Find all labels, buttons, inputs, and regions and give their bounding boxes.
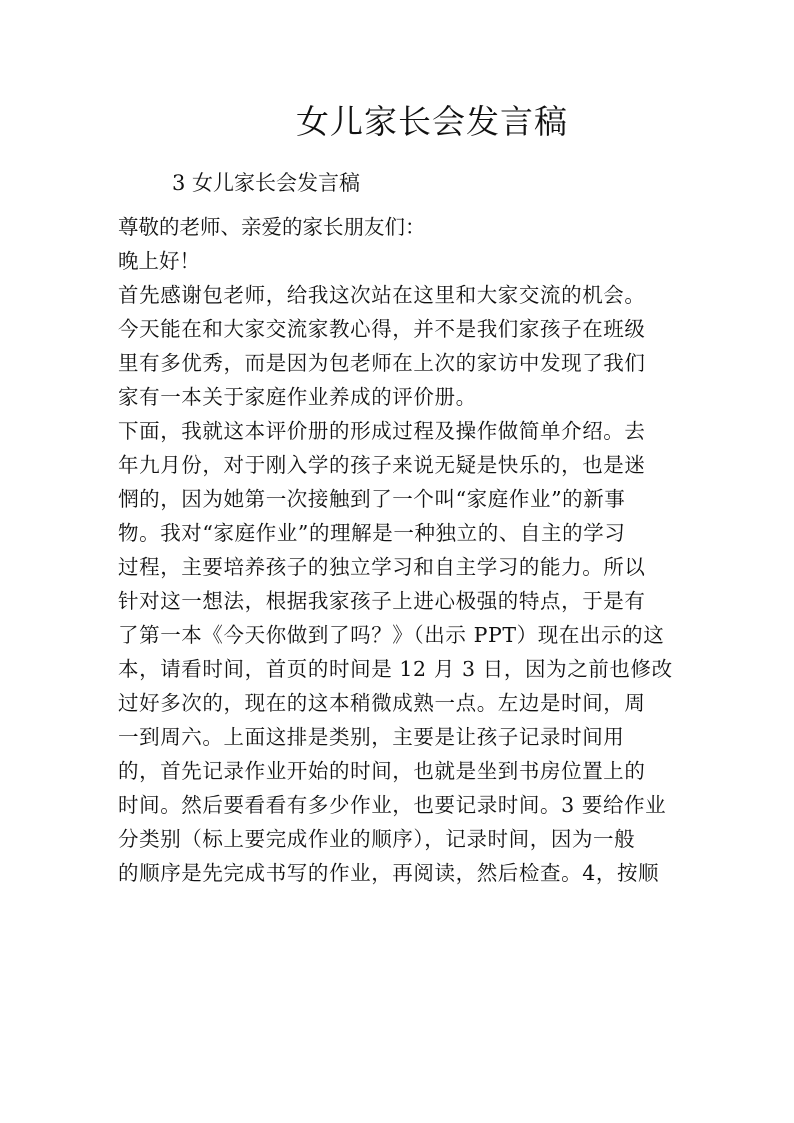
paragraph-line: 时间。然后要看看有多少作业，也要记录时间。3 要给作业 xyxy=(118,793,667,817)
paragraph-line: 的顺序是先完成书写的作业，再阅读，然后检查。4，按顺 xyxy=(118,861,660,885)
document-subtitle: 3 女儿家长会发言稿 xyxy=(172,171,361,195)
paragraph-line: 本，请看时间，首页的时间是 12 月 3 日，因为之前也修改 xyxy=(118,657,673,681)
paragraph-line: 首先感谢包老师，给我这次站在这里和大家交流的机会。 xyxy=(118,283,646,307)
paragraph-line: 针对这一想法，根据我家孩子上进心极强的特点，于是有 xyxy=(118,589,646,613)
paragraph-line: 了第一本《今天你做到了吗？》（出示 PPT）现在出示的这 xyxy=(118,623,665,647)
paragraph-line: 分类别（标上要完成作业的顺序），记录时间，因为一般 xyxy=(118,827,636,851)
paragraph-line: 过好多次的，现在的这本稍微成熟一点。左边是时间，周 xyxy=(118,691,646,715)
paragraph-line: 下面，我就这本评价册的形成过程及操作做简单介绍。去 xyxy=(118,419,646,443)
paragraph-line: 的，首先记录作业开始的时间，也就是坐到书房位置上的 xyxy=(118,759,646,783)
paragraph-line: 过程，主要培养孩子的独立学习和自主学习的能力。所以 xyxy=(118,555,646,579)
paragraph-line: 家有一本关于家庭作业养成的评价册。 xyxy=(118,385,477,409)
paragraph-2 xyxy=(118,414,673,890)
paragraph-1 xyxy=(118,278,658,414)
paragraph-line: 物。我对“家庭作业”的理解是一种独立的、自主的学习 xyxy=(118,521,626,545)
paragraph-line: 一到周六。上面这排是类别，主要是让孩子记录时间用 xyxy=(118,725,625,749)
paragraph-line: 惘的，因为她第一次接触到了一个叫“家庭作业”的新事 xyxy=(118,487,626,511)
salutation-line: 晚上好！ xyxy=(118,249,200,273)
document-title: 女儿家长会发言稿 xyxy=(296,102,568,141)
paragraph-line: 年九月份，对于刚入学的孩子来说无疑是快乐的，也是迷 xyxy=(118,453,646,477)
paragraph-line: 里有多优秀，而是因为包老师在上次的家访中发现了我们 xyxy=(118,351,646,375)
greeting-line: 尊敬的老师、亲爱的家长朋友们： xyxy=(118,215,426,239)
paragraph-line: 今天能在和大家交流家教心得，并不是我们家孩子在班级 xyxy=(118,317,646,341)
document-body xyxy=(118,210,673,890)
